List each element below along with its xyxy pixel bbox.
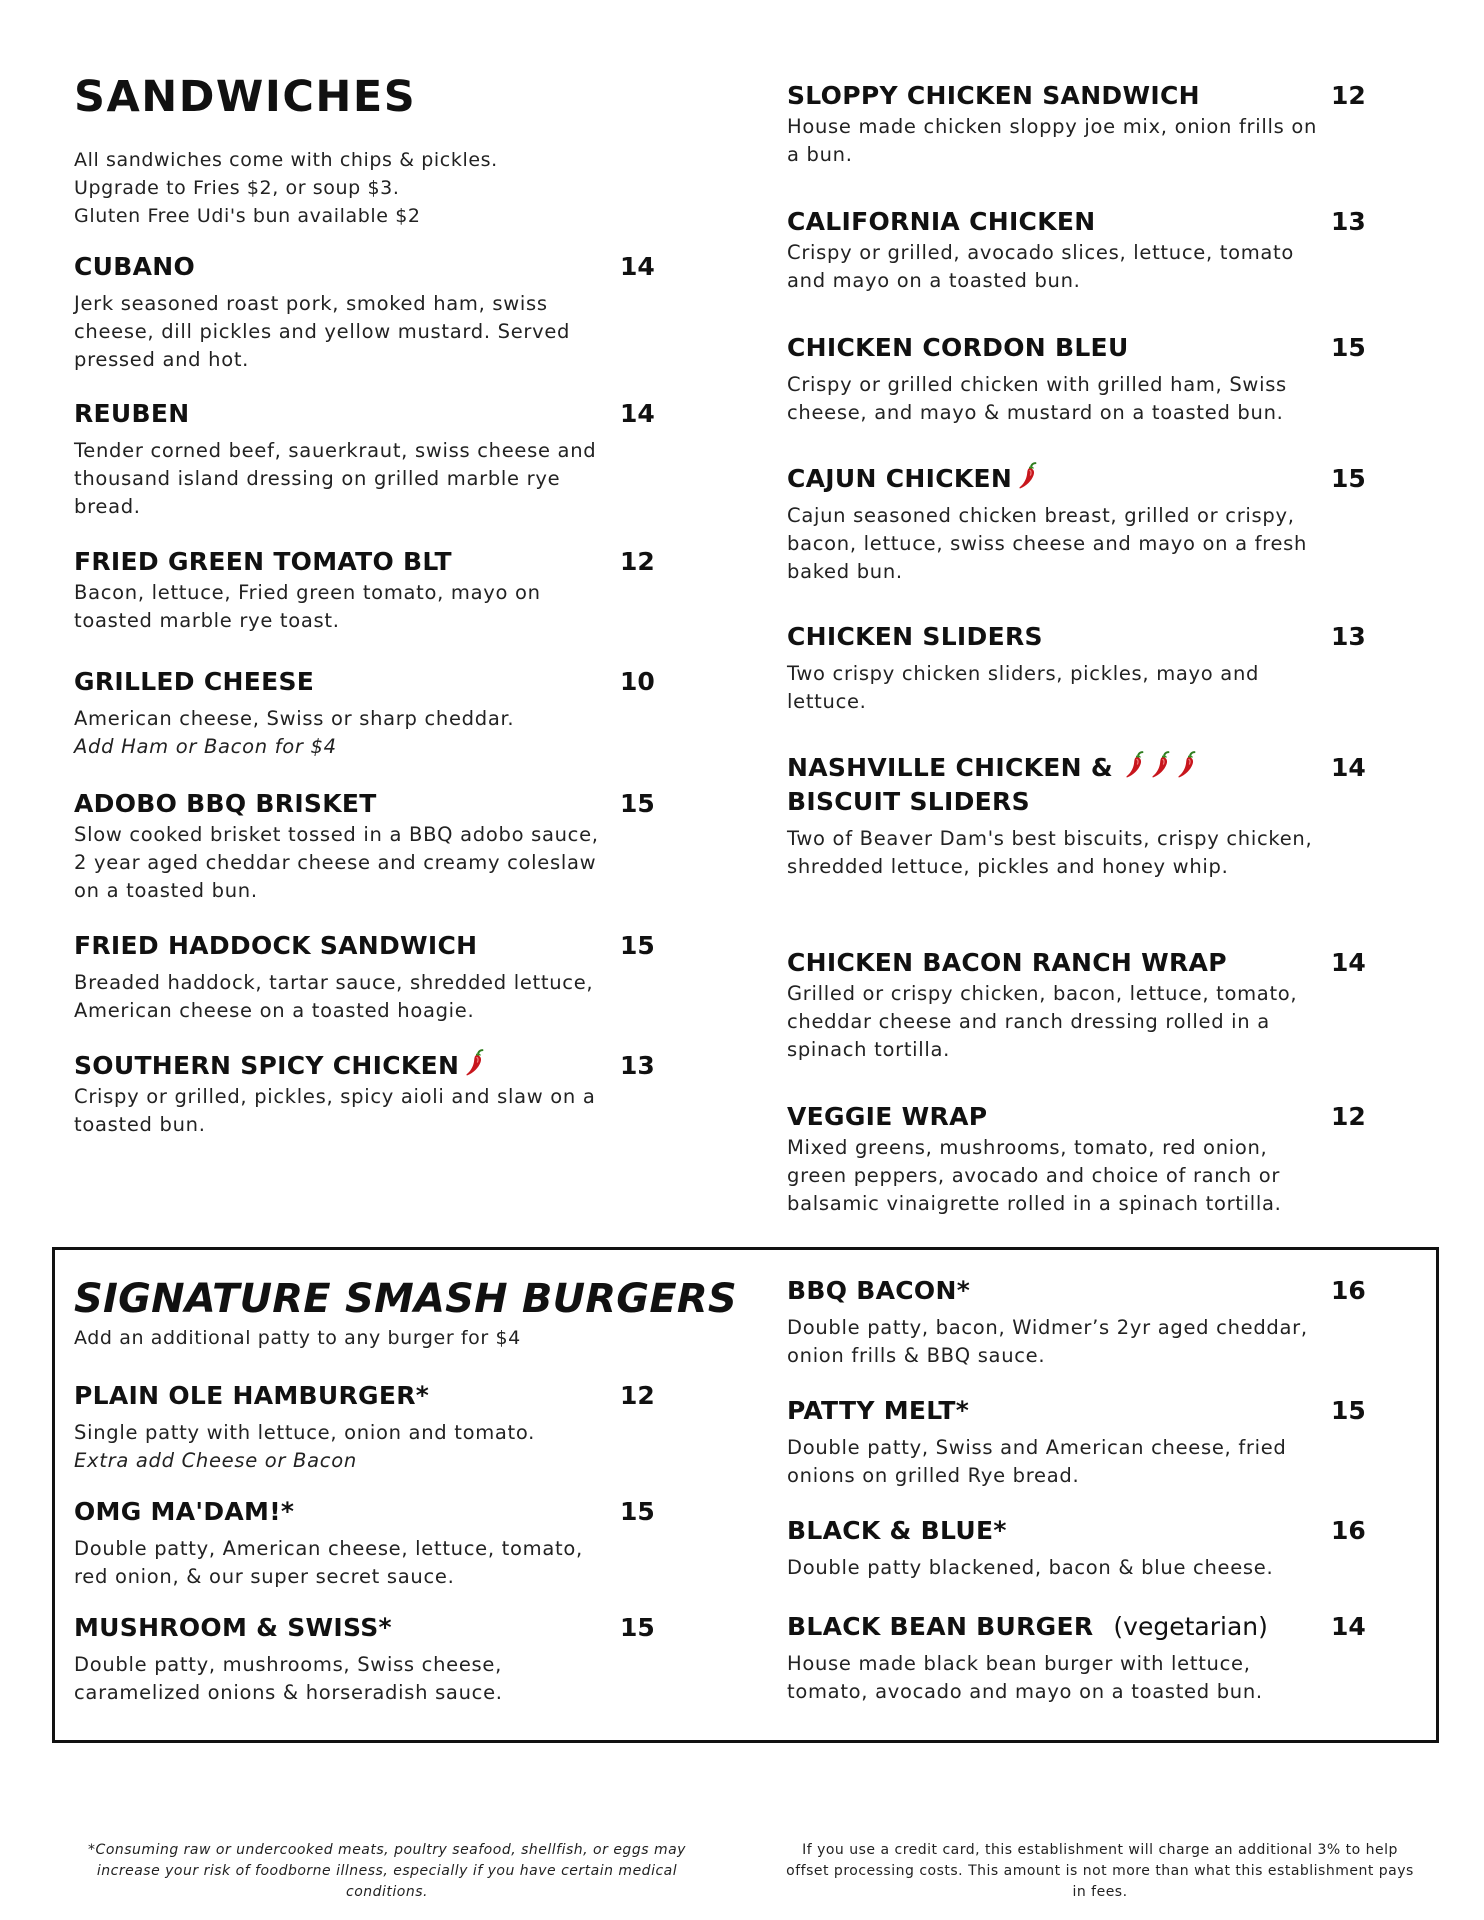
- chili-pepper-icon: [465, 1049, 487, 1077]
- item-price: 14: [1331, 753, 1366, 782]
- burgers-title: SIGNATURE SMASH BURGERS: [74, 1276, 737, 1322]
- sandwiches-right-column: [787, 0, 1366, 1240]
- item-name: BLACK & BLUE*: [787, 1516, 1007, 1545]
- item-description: Slow cooked brisket tossed in a BBQ adobo sauce, 2 year aged cheddar cheese and creamy coleslaw on a toasted bun.: [74, 823, 599, 902]
- item-note: Extra add Cheese or Bacon: [74, 1449, 357, 1472]
- item-description: Breaded haddock, tartar sauce, shredded lettuce, American cheese on a toasted hoagie.: [74, 971, 594, 1022]
- item-name: SLOPPY CHICKEN SANDWICH: [787, 81, 1200, 110]
- menu-item-veggie-wrap: [787, 1100, 1366, 1218]
- item-price: 12: [620, 1381, 655, 1410]
- menu-item-chicken-bacon-ranch-wrap: [787, 946, 1366, 1064]
- credit-card-fee-note: If you use a credit card, this establishment will charge an additional 3% to help offset processing costs. This amount is not more than what this establishment pays in fees.: [786, 1842, 1414, 1900]
- item-description: Double patty blackened, bacon & blue cheese.: [787, 1556, 1274, 1579]
- chili-pepper-icon: [1177, 751, 1199, 779]
- item-description: Double patty, bacon, Widmer’s 2yr aged cheddar, onion frills & BBQ sauce.: [787, 1316, 1308, 1367]
- item-price: 13: [1331, 207, 1366, 236]
- item-name: VEGGIE WRAP: [787, 1102, 988, 1131]
- item-description: Double patty, Swiss and American cheese, fried onions on grilled Rye bread.: [787, 1436, 1287, 1487]
- sandwiches-left-column: [74, 72, 655, 1172]
- intro-line: Upgrade to Fries $2, or soup $3.: [74, 177, 400, 199]
- item-name: NASHVILLE CHICKEN &: [787, 753, 1113, 782]
- item-name: ADOBO BBQ BRISKET: [74, 789, 377, 818]
- item-description: House made chicken sloppy joe mix, onion frills on a bun.: [787, 115, 1318, 166]
- item-price: 16: [1331, 1516, 1366, 1545]
- sandwiches-intro: [74, 146, 650, 230]
- item-price: 15: [620, 789, 655, 818]
- item-description: Two of Beaver Dam's best biscuits, crispy chicken, shredded lettuce, pickles and honey whip.: [787, 827, 1313, 878]
- item-description: Bacon, lettuce, Fried green tomato, mayo on toasted marble rye toast.: [74, 581, 541, 632]
- item-description: Two crispy chicken sliders, pickles, mayo and lettuce.: [787, 662, 1260, 713]
- item-price: 15: [1331, 464, 1366, 493]
- menu-item-southern-spicy-chicken: [74, 1049, 655, 1139]
- item-name-line-2: BISCUIT SLIDERS: [787, 787, 1030, 816]
- menu-item-fried-green-tomato-blt: [74, 545, 655, 635]
- item-description: House made black bean burger with lettuce, tomato, avocado and mayo on a toasted bun.: [787, 1652, 1263, 1703]
- item-name: SOUTHERN SPICY CHICKEN: [74, 1051, 460, 1080]
- burgers-left-column: [74, 1276, 737, 1716]
- item-price: 14: [1331, 948, 1366, 977]
- menu-item-cajun-chicken: [787, 462, 1366, 586]
- menu-item-chicken-cordon-bleu: [787, 331, 1366, 427]
- menu-item-chicken-sliders: [787, 620, 1366, 716]
- item-description: Crispy or grilled chicken with grilled ham, Swiss cheese, and mayo & mustard on a toasted bun.: [787, 373, 1287, 424]
- item-name: GRILLED CHEESE: [74, 667, 315, 696]
- menu-item-fried-haddock-sandwich: [74, 929, 655, 1025]
- menu-item-black-bean-burger: [787, 1610, 1366, 1706]
- item-price: 12: [1331, 81, 1366, 110]
- menu-item-adobo-bbq-brisket: [74, 787, 655, 905]
- menu-item-mushroom-swiss: [74, 1611, 655, 1707]
- menu-item-reuben: [74, 397, 655, 521]
- menu-item-bbq-bacon: [787, 1274, 1366, 1370]
- item-name: OMG MA'DAM!*: [74, 1497, 295, 1526]
- intro-line: All sandwiches come with chips & pickles.: [74, 149, 498, 171]
- item-price: 15: [1331, 333, 1366, 362]
- item-price: 13: [620, 1051, 655, 1080]
- menu-item-omg-madam: [74, 1495, 655, 1591]
- item-name: CUBANO: [74, 252, 196, 281]
- item-price: 12: [1331, 1102, 1366, 1131]
- item-description: Cajun seasoned chicken breast, grilled or crispy, bacon, lettuce, swiss cheese and mayo on a fresh baked bun.: [787, 504, 1308, 583]
- item-description: Grilled or crispy chicken, bacon, lettuce, tomato, cheddar cheese and ranch dressing rolled in a spinach tortilla.: [787, 982, 1298, 1061]
- item-name: BBQ BACON*: [787, 1276, 971, 1305]
- item-price: 10: [620, 667, 655, 696]
- menu-item-cubano: [74, 250, 655, 374]
- item-description: Mixed greens, mushrooms, tomato, red onion, green peppers, avocado and choice of ranch or balsamic vinaigrette rolled in a spinach tortilla.: [787, 1136, 1282, 1215]
- item-name: FRIED GREEN TOMATO BLT: [74, 547, 452, 576]
- item-description: Crispy or grilled, pickles, spicy aioli and slaw on a toasted bun.: [74, 1085, 596, 1136]
- menu-item-grilled-cheese: [74, 665, 655, 761]
- item-name: FRIED HADDOCK SANDWICH: [74, 931, 478, 960]
- item-description: Double patty, American cheese, lettuce, tomato, red onion, & our super secret sauce.: [74, 1537, 583, 1588]
- item-name: BLACK BEAN BURGER: [787, 1612, 1094, 1641]
- item-price: 15: [620, 931, 655, 960]
- item-name: CALIFORNIA CHICKEN: [787, 207, 1096, 236]
- menu-item-sloppy-chicken-sandwich: [787, 79, 1366, 169]
- menu-item-california-chicken: [787, 205, 1366, 295]
- chili-pepper-icon: [1125, 751, 1147, 779]
- sandwiches-title: SANDWICHES: [74, 72, 417, 122]
- item-price: 15: [1331, 1396, 1366, 1425]
- menu-item-patty-melt: [787, 1394, 1366, 1490]
- item-description: Crispy or grilled, avocado slices, lettuce, tomato and mayo on a toasted bun.: [787, 241, 1295, 292]
- item-price: 13: [1331, 622, 1366, 651]
- item-note: Add Ham or Bacon for $4: [74, 735, 337, 758]
- item-name: CHICKEN SLIDERS: [787, 622, 1043, 651]
- item-name: CHICKEN CORDON BLEU: [787, 333, 1129, 362]
- item-name: CAJUN CHICKEN: [787, 464, 1013, 493]
- item-description: American cheese, Swiss or sharp cheddar.: [74, 707, 515, 730]
- intro-line: Gluten Free Udi's bun available $2: [74, 205, 421, 227]
- item-price: 12: [620, 547, 655, 576]
- burgers-subtitle: Add an additional patty to any burger for $4: [74, 1327, 521, 1349]
- menu-item-plain-ole-hamburger: [74, 1379, 655, 1475]
- vegetarian-tag: (vegetarian): [1113, 1612, 1268, 1641]
- item-name: MUSHROOM & SWISS*: [74, 1613, 392, 1642]
- menu-item-black-and-blue: [787, 1514, 1366, 1582]
- item-name: PATTY MELT*: [787, 1396, 970, 1425]
- item-description: Tender corned beef, sauerkraut, swiss cheese and thousand island dressing on grilled marble rye bread.: [74, 439, 597, 518]
- item-name: CHICKEN BACON RANCH WRAP: [787, 948, 1227, 977]
- item-price: 14: [1331, 1612, 1366, 1641]
- item-price: 15: [620, 1613, 655, 1642]
- item-price: 14: [620, 399, 655, 428]
- chili-pepper-icon: [1151, 751, 1173, 779]
- item-price: 14: [620, 252, 655, 281]
- item-name: REUBEN: [74, 399, 190, 428]
- menu-item-nashville-chicken-biscuit-sliders: [787, 751, 1366, 881]
- item-description: Single patty with lettuce, onion and tomato.: [74, 1421, 536, 1444]
- item-description: Double patty, mushrooms, Swiss cheese, caramelized onions & horseradish sauce.: [74, 1653, 503, 1704]
- item-price: 15: [620, 1497, 655, 1526]
- consumer-advisory-note: *Consuming raw or undercooked meats, poultry seafood, shellfish, or eggs may increase your risk of foodborne illness, especially if you have certain medical conditions.: [88, 1842, 686, 1900]
- item-description: Jerk seasoned roast pork, smoked ham, swiss cheese, dill pickles and yellow mustard. Served pressed and hot.: [74, 292, 571, 371]
- item-price: 16: [1331, 1276, 1366, 1305]
- item-name: PLAIN OLE HAMBURGER*: [74, 1381, 430, 1410]
- burgers-right-column: [787, 1276, 1366, 1716]
- chili-pepper-icon: [1018, 462, 1040, 490]
